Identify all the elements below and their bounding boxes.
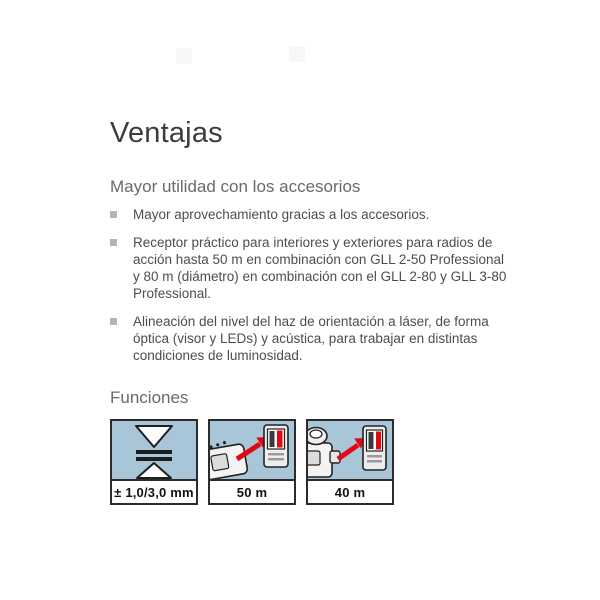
leveling-accuracy-icon: [112, 421, 196, 479]
faint-placeholder-square: [289, 46, 305, 62]
page-title: Ventajas: [110, 117, 223, 149]
benefit-text: Mayor aprovechamiento gracias a los accesorios.: [133, 207, 430, 222]
benefit-item: [110, 234, 514, 302]
bullet-square-icon: [110, 211, 117, 218]
benefits-heading: Mayor utilidad con los accesorios: [110, 177, 361, 196]
benefit-text: Alineación del nivel del haz de orientación a láser, de forma óptica (visor y LEDs) y acústica, para trabajar en distintas condiciones de luminosidad.: [133, 314, 489, 363]
function-tile-accuracy: [110, 419, 198, 505]
faint-placeholder-square: [176, 48, 192, 64]
function-tiles-row: [110, 419, 394, 505]
benefits-list: [110, 206, 514, 375]
benefit-item: [110, 313, 514, 364]
functions-heading: Funciones: [110, 388, 189, 407]
function-tile-receiver-40m: [306, 419, 394, 505]
benefit-item: [110, 206, 514, 223]
rotary-laser-to-receiver-range-icon: [308, 421, 392, 479]
function-tile-label: 50 m: [210, 479, 294, 503]
bullet-square-icon: [110, 239, 117, 246]
bullet-square-icon: [110, 318, 117, 325]
function-tile-receiver-50m: [208, 419, 296, 505]
benefit-text: Receptor práctico para interiores y exteriores para radios de acción hasta 50 m en combinación con GLL 2-50 Professional y 80 m (diámetro) en combinación con el GLL 2-80 y GLL 3-80 Professional.: [133, 235, 507, 301]
function-tile-label: 40 m: [308, 479, 392, 503]
laser-to-receiver-range-icon: [210, 421, 294, 479]
function-tile-label: ± 1,0/3,0 mm: [112, 479, 196, 503]
